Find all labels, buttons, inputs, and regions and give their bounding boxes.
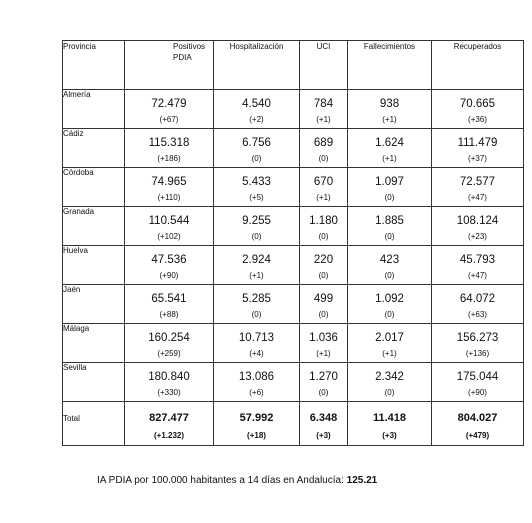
header-hospitalizacion: Hospitalización — [214, 41, 300, 90]
cell-rec — [432, 402, 524, 446]
cell-value: 10.713 — [238, 332, 275, 344]
cell-uci — [300, 90, 348, 129]
cell-daily-change: (0) — [318, 232, 329, 241]
cell-daily-change: (+259) — [157, 349, 181, 358]
cell-daily-change: (0) — [384, 388, 395, 397]
cell-daily-change: (0) — [318, 271, 329, 280]
cell-value: 110.544 — [148, 215, 190, 227]
cell-rec — [432, 129, 524, 168]
cell-daily-change: (0) — [384, 310, 395, 319]
cell-daily-change: (+1) — [249, 271, 264, 280]
cell-value: 423 — [379, 254, 400, 266]
cell-value: 499 — [313, 293, 334, 305]
table-body — [63, 90, 524, 446]
cell-daily-change: (+6) — [249, 388, 264, 397]
cell-value: 2.017 — [375, 332, 404, 344]
cell-value: 1.036 — [309, 332, 338, 344]
cell-rec — [432, 168, 524, 207]
cell-daily-change: (+102) — [157, 232, 181, 241]
cell-daily-change: (0) — [318, 310, 329, 319]
table-row — [63, 285, 524, 324]
cell-daily-change: (0) — [384, 271, 395, 280]
cell-hosp — [214, 324, 300, 363]
cell-rec — [432, 246, 524, 285]
cell-uci — [300, 168, 348, 207]
cell-provincia: Total — [63, 402, 125, 446]
cell-value: 57.992 — [239, 412, 274, 424]
cell-fall — [348, 285, 432, 324]
cell-value: 175.044 — [456, 371, 499, 383]
cell-value: 1.092 — [375, 293, 404, 305]
cell-value: 160.254 — [148, 332, 190, 344]
cell-value: 65.541 — [151, 293, 187, 305]
table-row — [63, 168, 524, 207]
cell-daily-change: (+1) — [382, 349, 397, 358]
cell-daily-change: (+90) — [159, 271, 179, 280]
header-fallecimientos: Fallecimientos — [348, 41, 432, 90]
cell-daily-change: (+330) — [157, 388, 181, 397]
cell-fall — [348, 324, 432, 363]
cell-value: 111.479 — [457, 137, 498, 149]
cell-positivos — [125, 324, 214, 363]
cell-value: 72.479 — [151, 98, 187, 110]
cell-daily-change: (+1) — [316, 115, 331, 124]
cell-provincia: Jaén — [63, 285, 125, 324]
cell-positivos — [125, 402, 214, 446]
cell-value: 47.536 — [151, 254, 187, 266]
header-uci: UCI — [300, 41, 348, 90]
cell-rec — [432, 324, 524, 363]
cell-hosp — [214, 207, 300, 246]
cell-positivos — [125, 246, 214, 285]
cell-value: 108.124 — [456, 215, 499, 227]
cell-fall — [348, 207, 432, 246]
cell-value: 74.965 — [151, 176, 187, 188]
cell-value: 670 — [313, 176, 334, 188]
cell-uci — [300, 129, 348, 168]
cell-provincia: Huelva — [63, 246, 125, 285]
cell-daily-change: (+67) — [159, 115, 179, 124]
cell-daily-change: (+3) — [382, 431, 397, 440]
cell-daily-change: (+1.232) — [153, 431, 185, 440]
table-row — [63, 324, 524, 363]
cell-positivos — [125, 168, 214, 207]
cell-daily-change: (+5) — [249, 193, 264, 202]
header-recuperados: Recuperados — [432, 41, 524, 90]
cell-daily-change: (0) — [251, 232, 262, 241]
cell-daily-change: (+47) — [468, 271, 487, 280]
cell-hosp — [214, 285, 300, 324]
table-row — [63, 246, 524, 285]
cell-provincia: Málaga — [63, 324, 125, 363]
cell-value: 72.577 — [459, 176, 496, 188]
cell-hosp — [214, 129, 300, 168]
header-positivos-label: Positivos PDIA — [173, 42, 206, 62]
cell-value: 2.342 — [375, 371, 404, 383]
cell-value: 9.255 — [242, 215, 271, 227]
cell-provincia: Córdoba — [63, 168, 125, 207]
cell-uci — [300, 324, 348, 363]
cell-daily-change: (0) — [384, 193, 395, 202]
cell-value: 1.180 — [309, 215, 338, 227]
cell-value: 45.793 — [459, 254, 496, 266]
cell-uci — [300, 402, 348, 446]
cell-daily-change: (+186) — [157, 154, 181, 163]
table-row — [63, 129, 524, 168]
cell-rec — [432, 363, 524, 402]
cell-value: 5.285 — [242, 293, 271, 305]
cell-daily-change: (+1) — [382, 115, 397, 124]
covid-stats-table — [62, 40, 524, 446]
cell-value: 64.072 — [459, 293, 496, 305]
cell-daily-change: (+90) — [468, 388, 487, 397]
cell-daily-change: (+1) — [316, 193, 331, 202]
cell-value: 156.273 — [456, 332, 499, 344]
cell-value: 13.086 — [238, 371, 275, 383]
cell-value: 1.885 — [375, 215, 404, 227]
cell-fall — [348, 168, 432, 207]
cell-positivos — [125, 129, 214, 168]
header-positivos — [125, 41, 214, 90]
table-row — [63, 363, 524, 402]
cell-daily-change: (+23) — [468, 232, 487, 241]
cell-value: 70.665 — [459, 98, 496, 110]
cell-provincia: Almería — [63, 90, 125, 129]
cell-hosp — [214, 90, 300, 129]
cell-daily-change: (+47) — [468, 193, 487, 202]
cell-fall — [348, 363, 432, 402]
cell-daily-change: (+18) — [247, 431, 266, 440]
table-total-row — [63, 402, 524, 446]
cell-rec — [432, 207, 524, 246]
cell-positivos — [125, 90, 214, 129]
cell-provincia: Granada — [63, 207, 125, 246]
cell-daily-change: (+63) — [468, 310, 487, 319]
cell-value: 6.348 — [309, 412, 338, 424]
cell-value: 784 — [313, 98, 334, 110]
cell-value: 1.270 — [309, 371, 338, 383]
cell-daily-change: (+1) — [316, 349, 331, 358]
cell-value: 804.027 — [457, 412, 498, 424]
header-provincia: Provincia — [63, 41, 125, 90]
cell-uci — [300, 363, 348, 402]
incidence-value: 125.21 — [346, 475, 378, 486]
cell-value: 1.097 — [375, 176, 404, 188]
cell-hosp — [214, 168, 300, 207]
cell-daily-change: (+136) — [465, 349, 490, 358]
cell-daily-change: (0) — [251, 154, 262, 163]
cell-daily-change: (+4) — [249, 349, 264, 358]
cell-value: 4.540 — [242, 98, 271, 110]
cell-value: 180.840 — [148, 371, 190, 383]
cell-value: 115.318 — [148, 137, 190, 149]
cell-daily-change: (+479) — [465, 431, 490, 440]
cell-rec — [432, 90, 524, 129]
cell-daily-change: (+3) — [316, 431, 331, 440]
cell-value: 220 — [313, 254, 334, 266]
cell-fall — [348, 402, 432, 446]
cell-value: 2.924 — [242, 254, 271, 266]
cell-provincia: Sevilla — [63, 363, 125, 402]
cell-daily-change: (0) — [251, 310, 262, 319]
cell-fall — [348, 90, 432, 129]
cell-value: 1.624 — [375, 137, 404, 149]
cell-daily-change: (0) — [318, 154, 329, 163]
cell-uci — [300, 207, 348, 246]
cell-uci — [300, 246, 348, 285]
cell-fall — [348, 246, 432, 285]
incidence-label: IA PDIA por 100.000 habitantes a 14 días en Andalucía: — [97, 475, 344, 486]
cell-uci — [300, 285, 348, 324]
cell-daily-change: (0) — [384, 232, 395, 241]
cell-fall — [348, 129, 432, 168]
incidence-footer — [97, 475, 377, 486]
cell-provincia: Cádiz — [63, 129, 125, 168]
cell-daily-change: (+2) — [249, 115, 264, 124]
cell-daily-change: (+110) — [157, 193, 181, 202]
cell-value: 827.477 — [149, 412, 189, 424]
cell-value: 938 — [379, 98, 400, 110]
cell-daily-change: (+36) — [468, 115, 487, 124]
cell-daily-change: (0) — [318, 388, 329, 397]
cell-daily-change: (+1) — [382, 154, 397, 163]
cell-hosp — [214, 402, 300, 446]
cell-positivos — [125, 285, 214, 324]
cell-rec — [432, 285, 524, 324]
table-row — [63, 207, 524, 246]
cell-value: 689 — [313, 137, 334, 149]
cell-positivos — [125, 363, 214, 402]
cell-daily-change: (+37) — [468, 154, 487, 163]
cell-value: 6.756 — [242, 137, 271, 149]
cell-value: 11.418 — [372, 412, 407, 424]
cell-positivos — [125, 207, 214, 246]
table-header-row — [63, 41, 524, 90]
table-row — [63, 90, 524, 129]
cell-hosp — [214, 363, 300, 402]
cell-hosp — [214, 246, 300, 285]
cell-value: 5.433 — [242, 176, 271, 188]
cell-daily-change: (+88) — [159, 310, 179, 319]
